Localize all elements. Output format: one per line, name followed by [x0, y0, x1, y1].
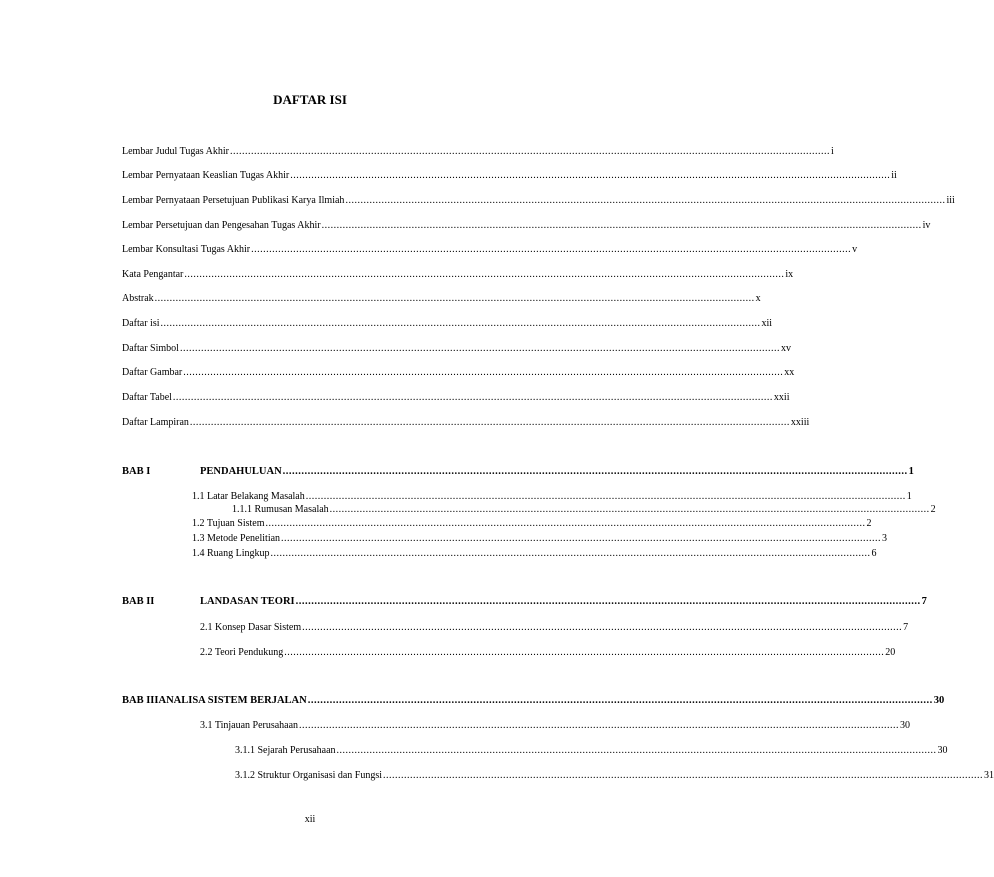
chapter-title: ANALISA SISTEM BERJALAN	[158, 695, 307, 706]
toc-entry-label: Daftar Lampiran	[122, 417, 189, 428]
toc-entry-page: xxiii	[790, 417, 810, 428]
toc-entry	[192, 532, 888, 546]
toc-entry-page: 31	[984, 770, 994, 781]
toc-entry	[122, 145, 834, 159]
toc-entry-page: 20	[885, 647, 896, 658]
toc-entry	[122, 268, 794, 282]
dot-leader: ........................................................................................................................................................................................................	[290, 170, 891, 181]
toc-entry-page: iv	[922, 220, 931, 231]
toc-entry-page: 2	[930, 504, 936, 515]
toc-entry	[200, 621, 909, 635]
toc-entry	[122, 317, 773, 331]
toc-entry-label: Lembar Konsultasi Tugas Akhir	[122, 244, 251, 255]
toc-entry	[122, 169, 897, 183]
toc-entry	[122, 243, 858, 257]
toc-entry-label: 1.3 Metode Penelitian	[192, 533, 281, 544]
dot-leader: ........................................................................................................................................................................................................	[307, 695, 933, 706]
toc-entry-page: 30	[937, 745, 948, 756]
dot-leader: ........................................................................................................................................................................................................	[172, 392, 773, 403]
dot-leader: ........................................................................................................................................................................................................	[179, 343, 780, 354]
toc-entry-page: v	[852, 244, 858, 255]
toc-entry	[122, 416, 810, 430]
chapter-page: 30	[933, 695, 945, 706]
toc-entry	[122, 219, 931, 233]
toc-entry-label: Daftar Tabel	[122, 392, 172, 403]
dot-leader: ........................................................................................................................................................................................................	[160, 318, 761, 329]
toc-entry	[235, 769, 994, 783]
dot-leader: ........................................................................................................................................................................................................	[345, 195, 946, 206]
toc-entry	[122, 342, 791, 356]
toc-entry	[122, 292, 761, 306]
toc-entry-label: Lembar Persetujuan dan Pengesahan Tugas Akhir	[122, 220, 321, 231]
chapter-heading	[122, 465, 914, 479]
dot-leader: ........................................................................................................................................................................................................	[383, 770, 984, 781]
toc-entry	[192, 547, 877, 561]
toc-entry-page: 6	[871, 548, 877, 559]
toc-entry-label: Lembar Pernyataan Persetujuan Publikasi Karya Ilmiah	[122, 195, 345, 206]
toc-entry-page: xx	[784, 367, 795, 378]
dot-leader: ........................................................................................................................................................................................................	[302, 622, 903, 633]
toc-entry	[122, 194, 955, 208]
chapter-title: PENDAHULUAN	[200, 466, 282, 477]
dot-leader: ........................................................................................................................................................................................................	[329, 504, 930, 515]
toc-entry-label: 1.1 Latar Belakang Masalah	[192, 491, 305, 502]
dot-leader: ........................................................................................................................................................................................................	[321, 220, 922, 231]
toc-entry-page: ix	[785, 269, 794, 280]
dot-leader: ........................................................................................................................................................................................................	[299, 720, 900, 731]
dot-leader: ........................................................................................................................................................................................................	[183, 367, 784, 378]
chapter-page: 7	[921, 596, 927, 607]
chapter-number: BAB III	[122, 695, 159, 706]
toc-entry	[122, 391, 790, 405]
toc-entry-label: Daftar Simbol	[122, 343, 179, 354]
dot-leader: ........................................................................................................................................................................................................	[284, 647, 885, 658]
toc-entry-label: 3.1 Tinjauan Perusahaan	[200, 720, 299, 731]
toc-entry-label: Lembar Pernyataan Keaslian Tugas Akhir	[122, 170, 290, 181]
chapter-title: LANDASAN TEORI	[200, 596, 295, 607]
toc-entry-page: xv	[780, 343, 791, 354]
toc-entry	[122, 366, 795, 380]
dot-leader: ........................................................................................................................................................................................................	[270, 548, 871, 559]
dot-leader: ........................................................................................................................................................................................................	[295, 596, 921, 607]
toc-entry-page: xxii	[773, 392, 790, 403]
toc-entry-page: i	[830, 146, 834, 157]
toc-entry-label: 2.1 Konsep Dasar Sistem	[200, 622, 302, 633]
toc-entry-label: 3.1.2 Struktur Organisasi dan Fungsi	[235, 770, 383, 781]
toc-entry-label: Daftar Gambar	[122, 367, 183, 378]
toc-entry-label: Lembar Judul Tugas Akhir	[122, 146, 229, 157]
chapter-number: BAB II	[122, 596, 155, 607]
dot-leader: ........................................................................................................................................................................................................	[265, 518, 866, 529]
toc-entry-label: Abstrak	[122, 293, 154, 304]
page-title: DAFTAR ISI	[273, 92, 347, 107]
dot-leader: ........................................................................................................................................................................................................	[184, 269, 785, 280]
dot-leader: ........................................................................................................................................................................................................	[251, 244, 852, 255]
toc-entry-page: 7	[903, 622, 909, 633]
toc-entry-label: Daftar isi	[122, 318, 160, 329]
toc-entry-page: xii	[761, 318, 773, 329]
dot-leader: ........................................................................................................................................................................................................	[336, 745, 937, 756]
toc-entry-label: 3.1.1 Sejarah Perusahaan	[235, 745, 336, 756]
page-number: xii	[304, 814, 316, 825]
toc-entry-page: 3	[882, 533, 888, 544]
dot-leader: ........................................................................................................................................................................................................	[189, 417, 790, 428]
toc-entry	[200, 719, 911, 733]
toc-entry	[200, 646, 896, 660]
toc-entry-label: 1.2 Tujuan Sistem	[192, 518, 265, 529]
toc-entry-page: ii	[891, 170, 897, 181]
chapter-heading	[122, 694, 945, 708]
toc-entry	[232, 503, 936, 517]
dot-leader: ........................................................................................................................................................................................................	[282, 466, 908, 477]
toc-entry	[235, 744, 948, 758]
toc-entry-page: 1	[906, 491, 912, 502]
toc-entry	[192, 517, 872, 531]
toc-entry-label: Kata Pengantar	[122, 269, 184, 280]
dot-leader: ........................................................................................................................................................................................................	[281, 533, 882, 544]
toc-entry-label: 1.1.1 Rumusan Masalah	[232, 504, 329, 515]
toc-entry-page: x	[755, 293, 761, 304]
toc-entry-page: 2	[866, 518, 872, 529]
toc-entry-page: iii	[946, 195, 955, 206]
toc-entry-label: 1.4 Ruang Lingkup	[192, 548, 270, 559]
dot-leader: ........................................................................................................................................................................................................	[305, 491, 906, 502]
toc-entry-label: 2.2 Teori Pendukung	[200, 647, 284, 658]
chapter-number: BAB I	[122, 466, 151, 477]
chapter-heading	[122, 595, 927, 609]
toc-entry	[192, 490, 912, 504]
dot-leader: ........................................................................................................................................................................................................	[229, 146, 830, 157]
chapter-page: 1	[908, 466, 914, 477]
dot-leader: ........................................................................................................................................................................................................	[154, 293, 755, 304]
toc-entry-page: 30	[900, 720, 911, 731]
